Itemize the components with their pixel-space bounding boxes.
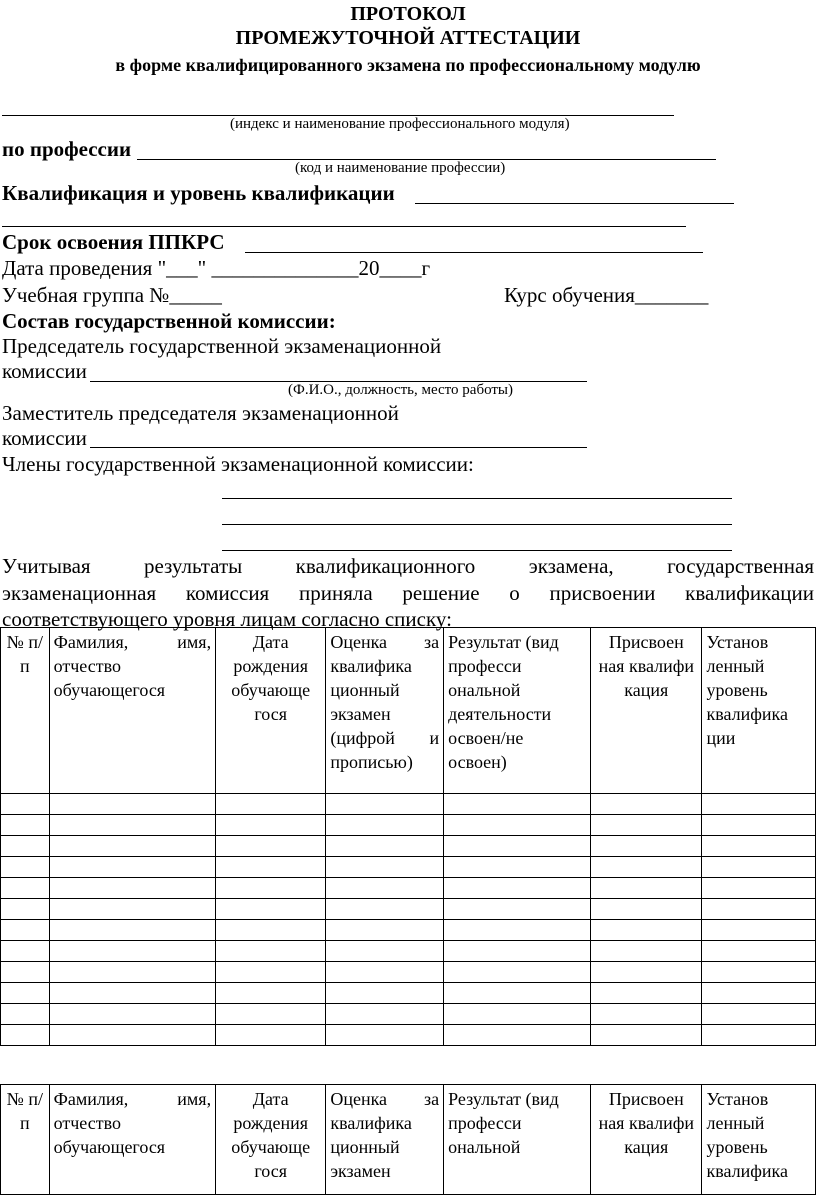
table-header-row-continued bbox=[1, 1085, 816, 1195]
qualification-underline-2[interactable] bbox=[2, 226, 686, 227]
decision-line-2: экзаменационная комиссия приняла решение о присвоении квалификации bbox=[2, 581, 814, 605]
deputy-underline[interactable] bbox=[90, 447, 587, 448]
table-row[interactable] bbox=[1, 878, 816, 899]
attestation-table bbox=[0, 627, 816, 1046]
table-row[interactable] bbox=[1, 899, 816, 920]
header-number: № п/п bbox=[1, 628, 50, 794]
header-grade: Оценка за квалифика ционный экзамен bbox=[326, 1085, 444, 1195]
profession-hint: (код и наименование профессии) bbox=[295, 160, 506, 176]
member-line-3[interactable] bbox=[222, 550, 732, 551]
header-grade: Оценка за квалифика ционный экзамен (цифрой и прописью) bbox=[326, 628, 444, 794]
table-row[interactable] bbox=[1, 962, 816, 983]
decision-line-3: соответствующего уровня лицам согласно списку: bbox=[2, 607, 452, 631]
header-result: Результат (вид професси ональной деятельности освоен/не освоен) bbox=[444, 628, 591, 794]
exam-date[interactable]: Дата проведения "___" ______________20____г bbox=[2, 256, 431, 280]
header-fullname: Фамилия, имя, отчество обучающегося bbox=[49, 1085, 215, 1195]
deputy-label: Заместитель председателя экзаменационной bbox=[2, 401, 399, 425]
header-fullname: Фамилия, имя, отчество обучающегося bbox=[49, 628, 215, 794]
header-birthdate: Дата рождения обучающе гося bbox=[216, 1085, 326, 1195]
members-label: Члены государственной экзаменационной комиссии: bbox=[2, 452, 474, 476]
table-row[interactable] bbox=[1, 941, 816, 962]
course-field[interactable]: Курс обучения_______ bbox=[504, 283, 709, 307]
header-assigned-qualification: Присвоен ная квалифи кация bbox=[591, 628, 702, 794]
profession-label: по профессии bbox=[2, 137, 132, 161]
commission-heading: Состав государственной комиссии: bbox=[2, 309, 336, 333]
chairman-label: Председатель государственной экзаменационной bbox=[2, 334, 442, 358]
header-number: № п/п bbox=[1, 1085, 50, 1195]
header-birthdate: Дата рождения обучающе гося bbox=[216, 628, 326, 794]
table-row[interactable] bbox=[1, 920, 816, 941]
term-underline[interactable] bbox=[245, 252, 703, 253]
exam-form-line: в форме квалифицированного экзамена по профессиональному модулю bbox=[115, 55, 701, 75]
study-group[interactable]: Учебная группа №_____ bbox=[2, 283, 222, 307]
chairman-label-2: комиссии bbox=[2, 359, 87, 383]
table-row[interactable] bbox=[1, 983, 816, 1004]
qualification-label: Квалификация и уровень квалификации bbox=[2, 181, 395, 205]
header-assigned-qualification: Присвоен ная квалифи кация bbox=[591, 1085, 702, 1195]
table-row[interactable] bbox=[1, 1004, 816, 1025]
table-row[interactable] bbox=[1, 815, 816, 836]
header-qualification-level: Установ ленный уровень квалифика bbox=[702, 1085, 816, 1195]
member-line-1[interactable] bbox=[222, 498, 732, 499]
module-hint: (индекс и наименование профессионального модуля) bbox=[230, 116, 570, 132]
header-qualification-level: Установ ленный уровень квалифика ции bbox=[702, 628, 816, 794]
table-row[interactable] bbox=[1, 836, 816, 857]
document-subtitle: ПРОМЕЖУТОЧНОЙ АТТЕСТАЦИИ bbox=[235, 27, 581, 49]
table-header-row bbox=[1, 628, 816, 794]
decision-line-1: Учитывая результаты квалификационного экзамена, государственная bbox=[2, 554, 814, 578]
table-row[interactable] bbox=[1, 1025, 816, 1046]
table-row[interactable] bbox=[1, 857, 816, 878]
fio-hint: (Ф.И.О., должность, место работы) bbox=[288, 382, 514, 398]
table-row[interactable] bbox=[1, 794, 816, 815]
qualification-underline[interactable] bbox=[415, 203, 734, 204]
document-title: ПРОТОКОЛ bbox=[350, 3, 466, 25]
deputy-label-2: комиссии bbox=[2, 426, 87, 450]
header-result: Результат (вид професси ональной bbox=[444, 1085, 591, 1195]
attestation-table-continued bbox=[0, 1084, 816, 1195]
member-line-2[interactable] bbox=[222, 524, 732, 525]
term-label: Срок освоения ППКРС bbox=[2, 230, 225, 254]
